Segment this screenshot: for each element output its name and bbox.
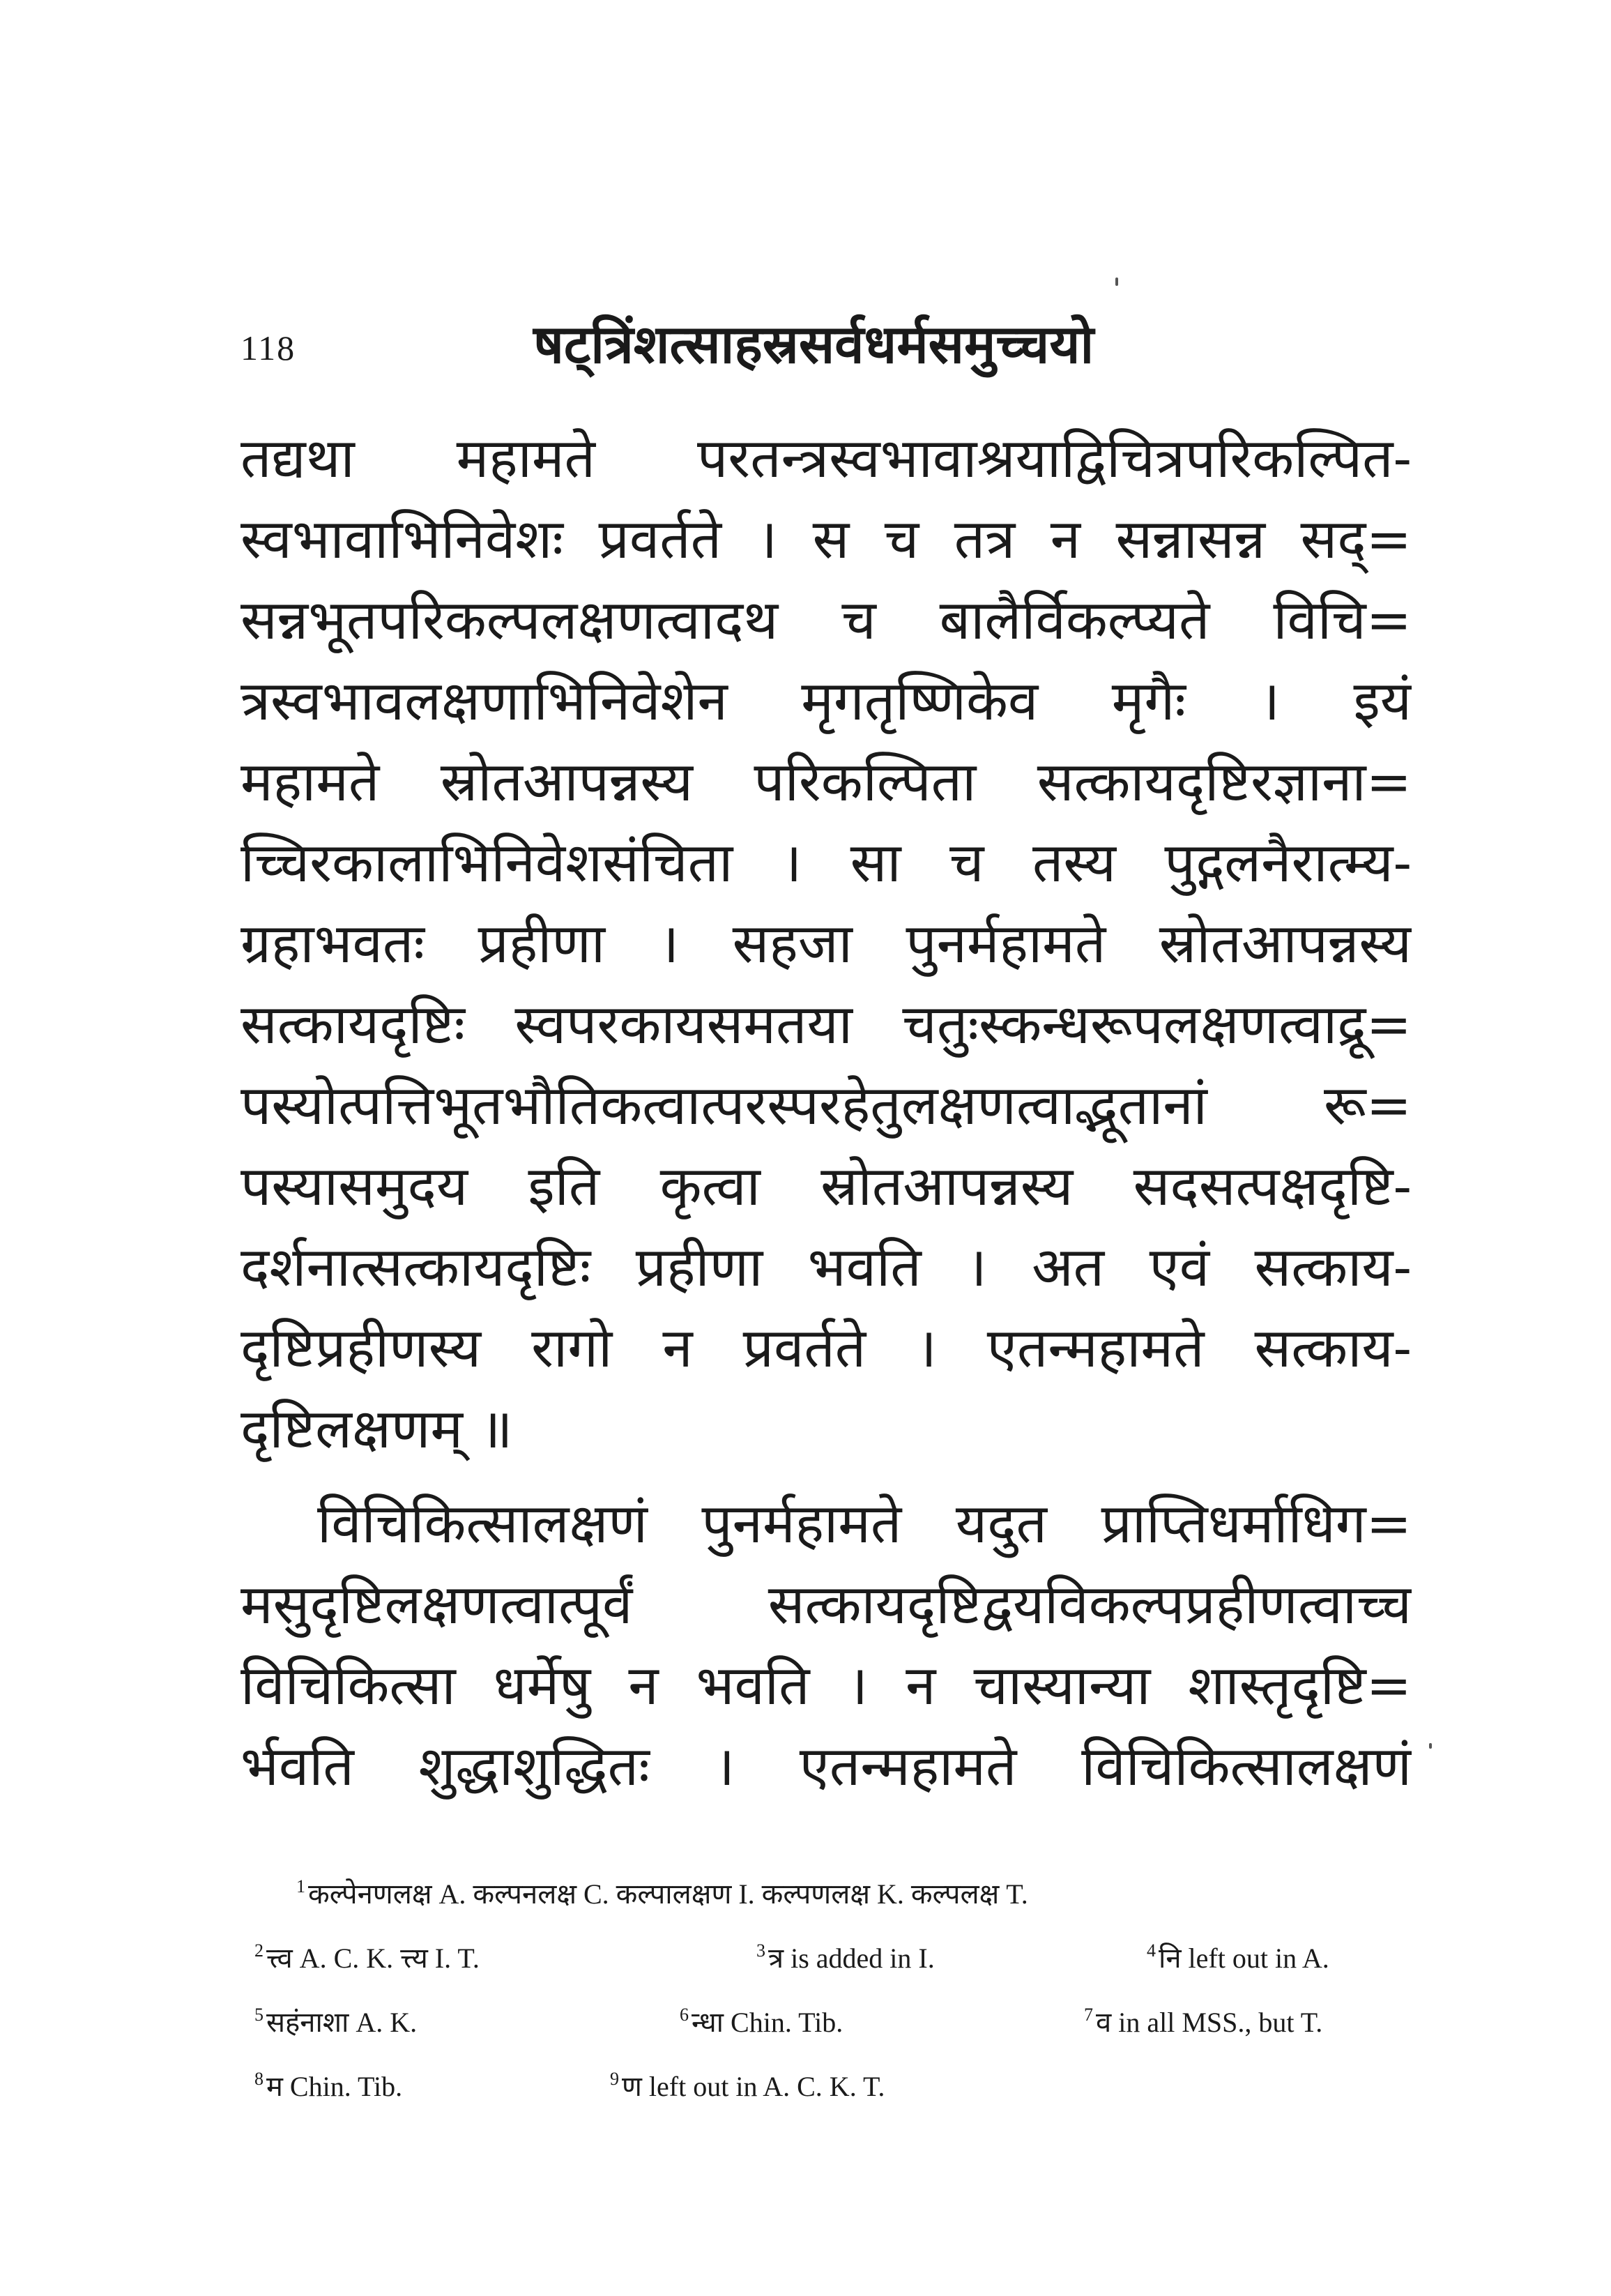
- page-number: 118: [240, 328, 296, 367]
- text-line: विचिकित्सा धर्मेषु न भवति । न चास्यान्या शास्तृदृष्टि=: [240, 1655, 1412, 1717]
- footnote-mark: 6: [680, 2005, 689, 2025]
- footnote-mark: 1: [296, 1876, 305, 1896]
- footnote-mark: 3: [756, 1940, 765, 1961]
- text-line: ग्रहाभवतः प्रहीणा । सहजा पुनर्महामते स्रोतआपन्नस्य: [240, 913, 1412, 975]
- text-line: पस्यासमुदय इति कृत्वा स्रोतआपन्नस्य सदसत्पक्षदृष्टि-: [240, 1155, 1412, 1218]
- footnote-text: त्र is added in I.: [768, 1943, 935, 1974]
- footnote-text: म Chin. Tib.: [266, 2071, 403, 2102]
- footnote-6: [680, 1983, 843, 2055]
- text-line: दृष्टिप्रहीणस्य रागो न प्रवर्तते । एतन्महामते सत्काय-: [240, 1317, 1412, 1380]
- footnote-8: [254, 2047, 402, 2119]
- text-line: च्चिरकालाभिनिवेशसंचिता । सा च तस्य पुद्गलनैरात्म्य-: [240, 832, 1412, 895]
- footnote-row: [240, 2047, 1412, 2111]
- footnote-3: [756, 1919, 935, 1991]
- text-line: महामते स्रोतआपन्नस्य परिकल्पिता सत्कायदृष्टिरज्ञाना=: [240, 751, 1412, 814]
- footnote-9: [610, 2047, 885, 2119]
- footnotes: [240, 1855, 1412, 2111]
- footnote-text: व in all MSS., but T.: [1096, 2007, 1323, 2038]
- footnote-text: नि left out in A.: [1159, 1943, 1329, 1974]
- footnote-2: [254, 1919, 480, 1991]
- footnote-text: कल्पेनणलक्ष A. कल्पनलक्ष C. कल्पालक्षण I. कल्पणलक्ष K. कल्पलक्ष T.: [308, 1878, 1028, 1910]
- footnote-5: [254, 1983, 417, 2055]
- footnote-mark: 7: [1084, 2005, 1093, 2025]
- footnote-7: [1084, 1983, 1322, 2055]
- page-header: [240, 307, 1412, 390]
- text-line: सन्नभूतपरिकल्पलक्षणत्वादथ च बालैर्विकल्प्यते विचि=: [240, 589, 1412, 652]
- text-line: तद्यथा महामते परतन्त्रस्वभावाश्रयाद्विचित्रपरिकल्पित-: [240, 427, 1412, 490]
- footnote-row: [240, 1983, 1412, 2047]
- paragraph-gap: [240, 1470, 1412, 1484]
- footnote-mark: 5: [254, 2005, 264, 2025]
- text-line: र्भवति शुद्धाशुद्धितः । एतन्महामते विचिकित्सालक्षणं: [240, 1735, 1412, 1798]
- footnote-row: [240, 1855, 1412, 1919]
- text-line: स्वभावाभिनिवेशः प्रवर्तते । स च तत्र न सन्नासन्न सद्=: [240, 508, 1412, 571]
- text-line: त्रस्वभावलक्षणाभिनिवेशेन मृगतृष्णिकेव मृगैः । इयं: [240, 670, 1412, 733]
- text-line: दर्शनात्सत्कायदृष्टिः प्रहीणा भवति । अत एवं सत्काय-: [240, 1236, 1412, 1299]
- footnote-text: त्त्व A. C. K. त्त्य I. T.: [266, 1943, 480, 1974]
- running-title: षट्त्रिंशत्साहस्रसर्वधर्मसमुच्चयो: [533, 313, 1094, 375]
- footnote-4: [1147, 1919, 1329, 1991]
- text-line: सत्कायदृष्टिः स्वपरकायसमतया चतुःस्कन्धरूपलक्षणत्वाद्रू=: [240, 994, 1412, 1056]
- footnote-mark: 8: [254, 2069, 264, 2089]
- text-line: विचिकित्सालक्षणं पुनर्महामते यदुत प्राप्तिधर्माधिग=: [317, 1493, 1412, 1556]
- text-line: मसुदृष्टिलक्षणत्वात्पूर्वं सत्कायदृष्टिद्वयविकल्पप्रहीणत्वाच्च: [240, 1574, 1412, 1636]
- footnote-text: न्धा Chin. Tib.: [692, 2007, 843, 2038]
- footnote-mark: 2: [254, 1940, 264, 1961]
- page-speck: [1115, 278, 1118, 286]
- footnote-text: सहंनाशा A. K.: [266, 2007, 418, 2038]
- footnote-text: ण left out in A. C. K. T.: [622, 2071, 885, 2102]
- main-text: [240, 418, 1412, 1807]
- footnote-mark: 9: [610, 2069, 619, 2089]
- text-line: दृष्टिलक्षणम् ॥: [240, 1398, 513, 1461]
- footnote-1: [296, 1855, 1028, 1926]
- page-speck: [1429, 1743, 1432, 1749]
- footnote-mark: 4: [1147, 1940, 1156, 1961]
- footnote-row: [240, 1919, 1412, 1983]
- text-line: पस्योत्पत्तिभूतभौतिकत्वात्परस्परहेतुलक्षणत्वाद्भूतानां रू=: [240, 1074, 1412, 1137]
